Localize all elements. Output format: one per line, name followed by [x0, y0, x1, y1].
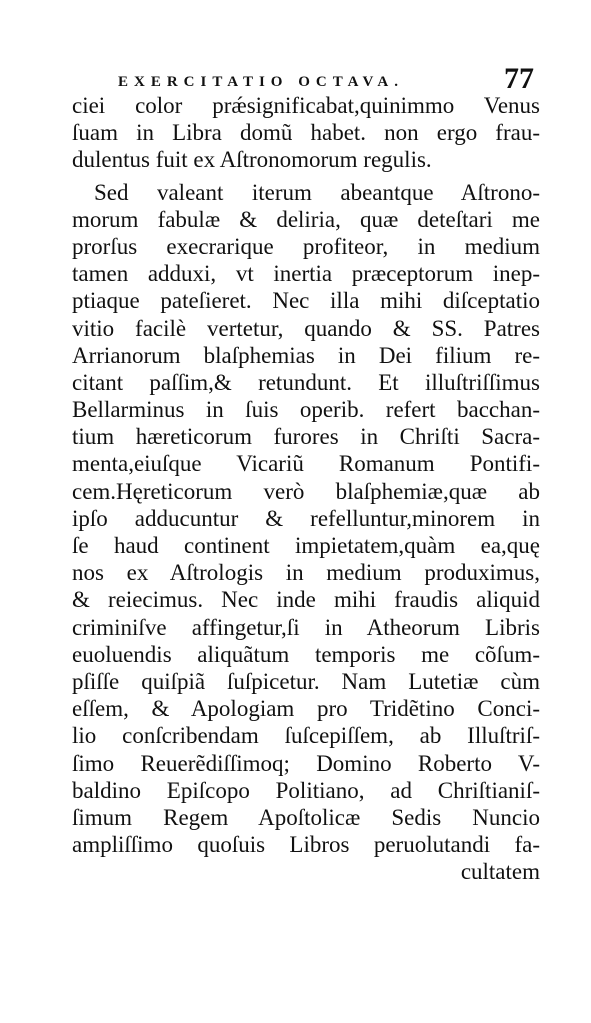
page-number: 77	[504, 62, 534, 95]
text-line: ſe haud continent impietatem,quàm ea,quę	[72, 533, 540, 558]
text-line: & reiecimus. Nec inde mihi fraudis aliquid	[72, 587, 540, 613]
text-line: Arrianorum blaſphemias in Dei filium re-	[72, 342, 540, 368]
text-line: lio conſcribendam ſuſcepiſſem, ab Illuſtriſ-	[72, 723, 540, 749]
text-line: ſimum Regem Apoſtolicæ Sedis Nuncio	[72, 804, 540, 830]
text-line: ptiaque pateſieret. Nec illa mihi diſceptatio	[72, 288, 540, 314]
text-line: tamen adduxi, vt inertia præceptorum inep-	[72, 261, 540, 287]
text-line: baldino Epiſcopo Politiano, ad Chriſtianiſ-	[72, 777, 540, 803]
text-line: ipſo adducuntur & refelluntur,minorem in	[72, 505, 540, 531]
text-line: ſuam in Libra domũ habet. non ergo frau-	[72, 120, 540, 146]
text-line: citant paſſim,& retundunt. Et illuſtriſſimus	[72, 369, 540, 395]
paragraph-2	[72, 179, 540, 859]
running-head-title: EXERCITATIO OCTAVA.	[118, 74, 404, 90]
text-line: ciei color prǽsignificabat,quinimmo Venus	[72, 93, 540, 118]
paragraph-1	[72, 92, 540, 174]
text-line: menta,eiuſque Vicariũ Romanum Pontifi-	[72, 451, 540, 477]
text-line: tium hæreticorum furores in Chriſti Sacra-	[72, 424, 540, 450]
text-line: pſiſſe quiſpiã ſuſpicetur. Nam Lutetiæ cùm	[72, 668, 540, 694]
text-line: criminiſve affingetur,ſi in Atheorum Libris	[72, 614, 540, 640]
text-line: eſſem, & Apologiam pro Tridẽtino Conci-	[72, 696, 540, 722]
text-line: euoluendis aliquãtum temporis me cõſum-	[72, 641, 540, 667]
text-line: Bellarminus in ſuis operib. refert bacchan-	[72, 397, 540, 423]
running-head	[118, 60, 538, 94]
text-line: vitio facilè vertetur, quando & SS. Patres	[72, 315, 540, 341]
body-text	[72, 92, 540, 885]
catchword: cultatem	[460, 859, 540, 885]
text-line: cem.Hęreticorum verò blaſphemiæ,quæ ab	[72, 478, 540, 504]
text-line: prorſus execrarique profiteor, in medium	[72, 233, 540, 259]
text-line: Sed valeant iterum abeantque Aſtrono-	[94, 179, 540, 205]
text-line: ſimo Reuerẽdiſſimoq; Domino Roberto V-	[72, 750, 540, 776]
text-line: dulentus fuit ex Aſtronomorum regulis.	[72, 147, 432, 173]
text-line: morum fabulæ & deliria, quæ deteſtari me	[72, 206, 540, 232]
text-line: ampliſſimo quoſuis Libros peruolutandi fa-	[72, 832, 540, 858]
text-line: nos ex Aſtrologis in medium produximus,	[72, 560, 540, 586]
